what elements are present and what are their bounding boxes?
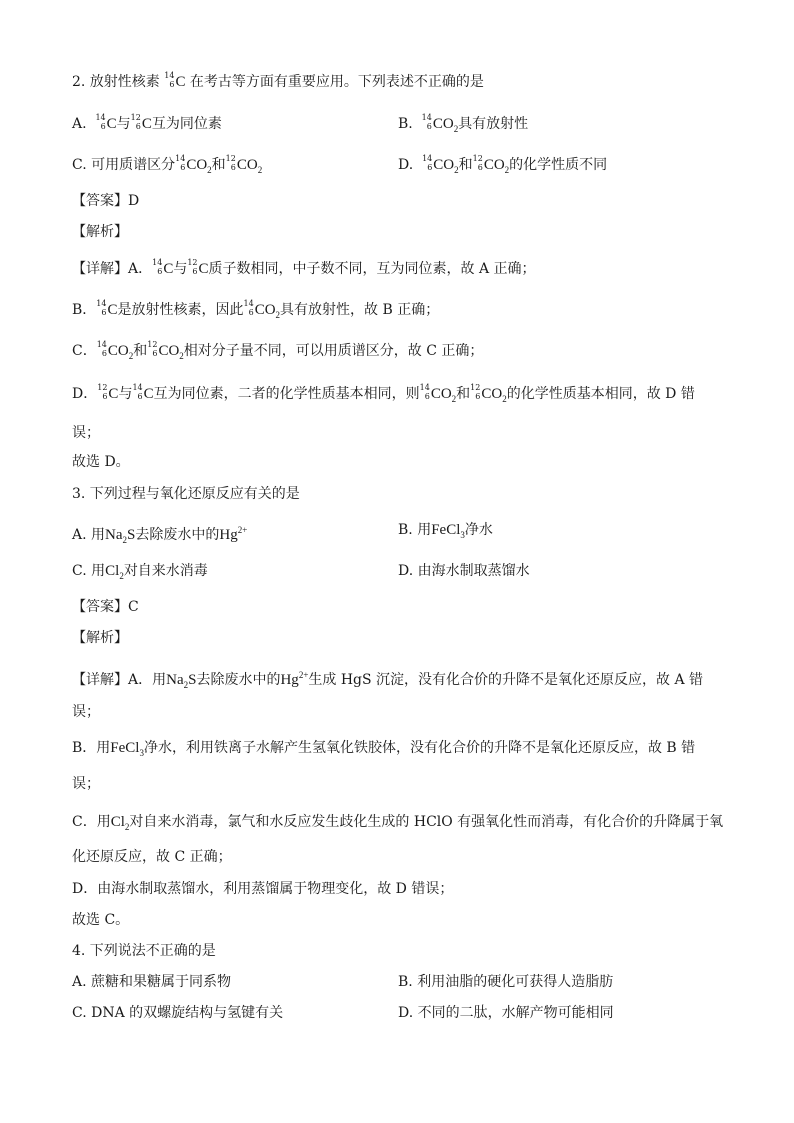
q3-detail-b: B．用FeCl$_3$净水，利用铁离子水解产生氢氧化铁胶体，没有化合价的升降不是氧化还原反应，故 B 错 [72,740,696,758]
q2-answer: 【答案】D [72,193,140,209]
q2-conclusion: 故选 D。 [72,454,130,470]
q3-analysis-heading: 【解析】 [72,630,128,646]
q4-option-a[interactable]: A. 蔗糖和果糖属于同系物 [72,974,232,990]
q2-option-d[interactable]: D. 14 6 $CO_2$和 12 6 $CO_2$的化学性质不同 [398,154,608,175]
q3-answer: 【答案】C [72,599,139,615]
q3-conclusion: 故选 C。 [72,912,130,928]
q3-option-a[interactable]: A. 用$Na_2S$去除废水中的$Hg^{2+}$ [72,525,248,545]
q4-option-c[interactable]: C. DNA 的双螺旋结构与氢键有关 [72,1005,284,1021]
q3-detail-d: D．由海水制取蒸馏水，利用蒸馏属于物理变化，故 D 错误； [72,881,454,897]
q4-option-d[interactable]: D. 不同的二肽，水解产物可能相同 [398,1005,614,1021]
q3-detail-c-cont: 化还原反应，故 C 正确； [72,849,232,865]
q3-detail-c: C．用$Cl_2$对自来水消毒，氯气和水反应发生歧化生成的 HClO 有强氧化性而消毒，有化合价的升降属于氧 [72,814,724,832]
q2-option-c[interactable]: C. 可用质谱区分 14 6 $CO_2$和 12 6 $CO_2$ [72,154,263,175]
q2-option-a[interactable]: A. 14 6 C与 12 6 C互为同位素 [72,113,222,132]
q2-option-b[interactable]: B. 14 6 $CO_2$具有放射性 [398,113,529,134]
q4-stem: 4. 下列说法不正确的是 [72,943,216,959]
q3-detail-a: 【详解】A．用$Na_2S$去除废水中的$Hg^{2+}$生成 HgS 沉淀，没有化合价的升降不是氧化还原反应，故 A 错 [72,670,704,690]
q3-detail-a-cont: 误； [72,704,100,720]
q3-option-d[interactable]: D. 由海水制取蒸馏水 [398,563,530,579]
q3-detail-b-cont: 误； [72,776,100,792]
q2-detail-d-cont: 误； [72,425,100,441]
q2-detail-d: D． 12 6 C与 14 6 C互为同位素，二者的化学性质基本相同，则 14 6 $CO_2$和 12 6 $CO_2$的化学性质基本相同，故 D 错 [72,383,695,404]
q2-detail-a: 【详解】A． 14 6 C与 12 6 C质子数相同，中子数不同，互为同位素，故 A 正确； [72,258,536,277]
q2-detail-c: C． 14 6 $CO_2$和 12 6 $CO_2$相对分子量不同，可以用质谱区分，故 C 正确； [72,340,484,361]
q2-analysis-heading: 【解析】 [72,224,128,240]
q3-option-b[interactable]: B. 用FeCl$_3$净水 [398,522,493,540]
q3-stem: 3. 下列过程与氧化还原反应有关的是 [72,486,300,502]
q3-option-c[interactable]: C. 用$Cl_2$对自来水消毒 [72,563,208,581]
q2-detail-b: B． 14 6 C是放射性核素，因此 14 6 $CO_2$具有放射性，故 B 正确； [72,299,440,320]
q4-option-b[interactable]: B. 利用油脂的硬化可获得人造脂肪 [398,974,614,990]
q2-stem: 2. 放射性核素 14 6 C 在考古等方面有重要应用。下列表述不正确的是 [72,71,484,90]
c14-isotope: 14 6 C [164,71,186,90]
